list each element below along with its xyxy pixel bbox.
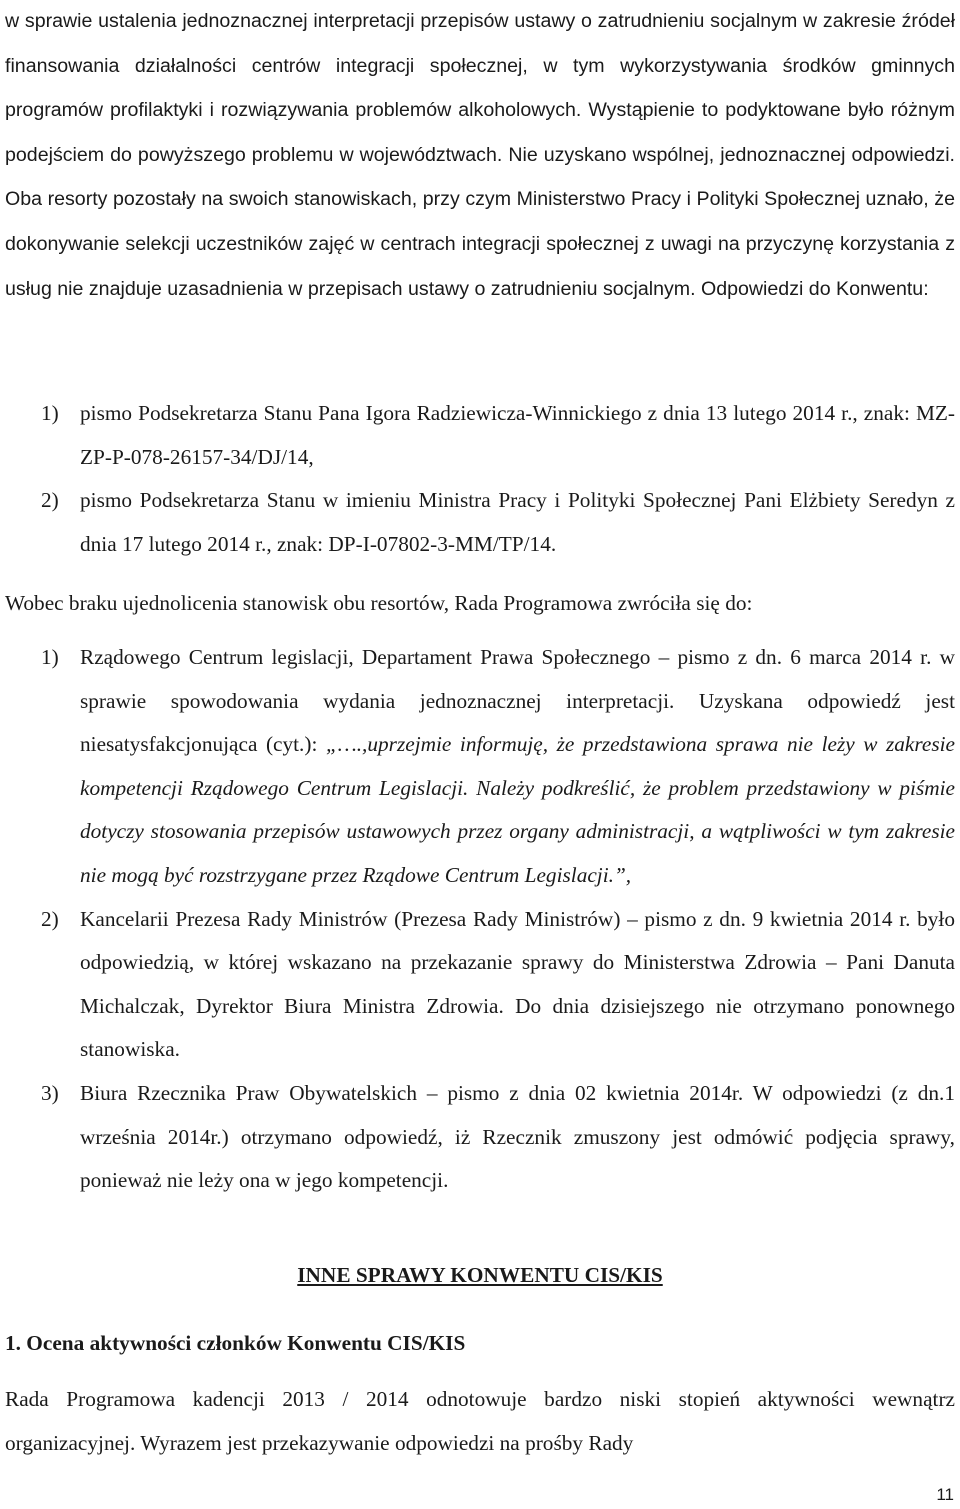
list-item-text: pismo Podsekretarza Stanu Pana Igora Radziewicza-Winnickiego z dnia 13 lutego 2014 r., znak: MZ-ZP-P-078-26157-34/DJ/14, <box>80 401 955 469</box>
list-item-text <box>80 636 955 898</box>
list-number: 1) <box>41 401 59 425</box>
intro-paragraph <box>5 0 955 311</box>
list-item <box>5 636 955 898</box>
subsection-title: 1. Ocena aktywności członków Konwentu CIS/KIS <box>5 1331 466 1355</box>
list-number: 1) <box>41 645 59 669</box>
list-item <box>5 1072 955 1203</box>
page-number: 11 <box>936 1485 954 1504</box>
paragraph-rada: Rada Programowa kadencji 2013 / 2014 odnotowuje bardzo niski stopień aktywności wewnątrz organizacyjnej. Wyrazem jest przekazywanie odpowiedzi na prośby Rady <box>5 1387 955 1455</box>
list-item-text: pismo Podsekretarza Stanu w imieniu Ministra Pracy i Polityki Społecznej Pani Elżbiety Seredyn z dnia 17 lutego 2014 r., znak: DP-I-07802-3-MM/TP/14. <box>80 488 955 556</box>
list-number: 2) <box>41 488 59 513</box>
intro-sans-text: w sprawie ustalenia jednoznacznej interpretacji przepisów ustawy o zatrudnieniu socjalnym w zakresie źródeł finansowania działalności centrów integracji społecznej, w tym wykorzystywania środków gminnych programów profilaktyki i rozwiązywania problemów alkoholowych. Wystąpienie to podyktowane było różnym podejściem do powyższego problemu w województwach. Nie uzyskano wspólnej, jednoznacznej odpowiedzi. <box>5 10 955 166</box>
requests-list <box>5 636 955 1203</box>
list-number: 3) <box>41 1080 59 1105</box>
list-item <box>5 392 955 479</box>
paragraph-wobec: Wobec braku ujednolicenia stanowisk obu resortów, Rada Programowa zwróciła się do: <box>5 591 753 615</box>
list-item-text: Kancelarii Prezesa Rady Ministrów (Prezesa Rady Ministrów) – pismo z dn. 9 kwietnia 2014 r. było odpowiedzią, w której wskazano na przekazanie sprawy do Ministerstwa Zdrowia – Pani Danuta Michalczak, Dyrektor Biura Ministra Zdrowia. Do dnia dzisiejszego nie otrzymano ponownego stanowiska. <box>80 906 955 1062</box>
responses-list <box>5 392 955 566</box>
list-item-main: Rządowego Centrum legislacji, Departament Prawa Społecznego – pismo z dn. 6 marca 2014 r. w sprawie spowodowania wydania jednoznacznej interpretacji. Uzyskana odpowiedź jest niesatysfakcjonująca (cyt.): <box>80 645 955 757</box>
list-item-text: Biura Rzecznika Praw Obywatelskich – pismo z dnia 02 kwietnia 2014r. W odpowiedzi (z dn.1 września 2014r.) otrzymano odpowiedź, iż Rzecznik zmuszony jest odmówić podjęcia sprawy, ponieważ nie leży ona w jego kompetencji. <box>80 1080 955 1193</box>
intro-sans-text-2: Oba resorty pozostały na swoich stanowiskach, przy czym Ministerstwo Pracy i Polityki Społecznej uznało, że dokonywanie selekcji uczestników zajęć w centrach integracji społecznej z uwagi na przyczynę korzystania z usług nie znajduje uzasadnienia w przepisach ustawy o zatrudnieniu socjalnym. Odpowiedzi do Konwentu: <box>5 188 955 300</box>
list-number: 2) <box>41 906 59 931</box>
section-heading: INNE SPRAWY KONWENTU CIS/KIS <box>297 1263 663 1287</box>
quote-text: „….,uprzejmie informuję, że przedstawiona sprawa nie leży w zakresie kompetencji Rządowego Centrum Legislacji. Należy podkreślić, że problem przedstawiony w piśmie dotyczy stosowania przepisów ustawowych przez organy administracji, a wątpliwości w tym zakresie nie mogą być rozstrzygane przez Rządowe Centrum Legislacji.”, <box>80 732 955 887</box>
list-item <box>5 479 955 566</box>
list-item <box>5 898 955 1072</box>
